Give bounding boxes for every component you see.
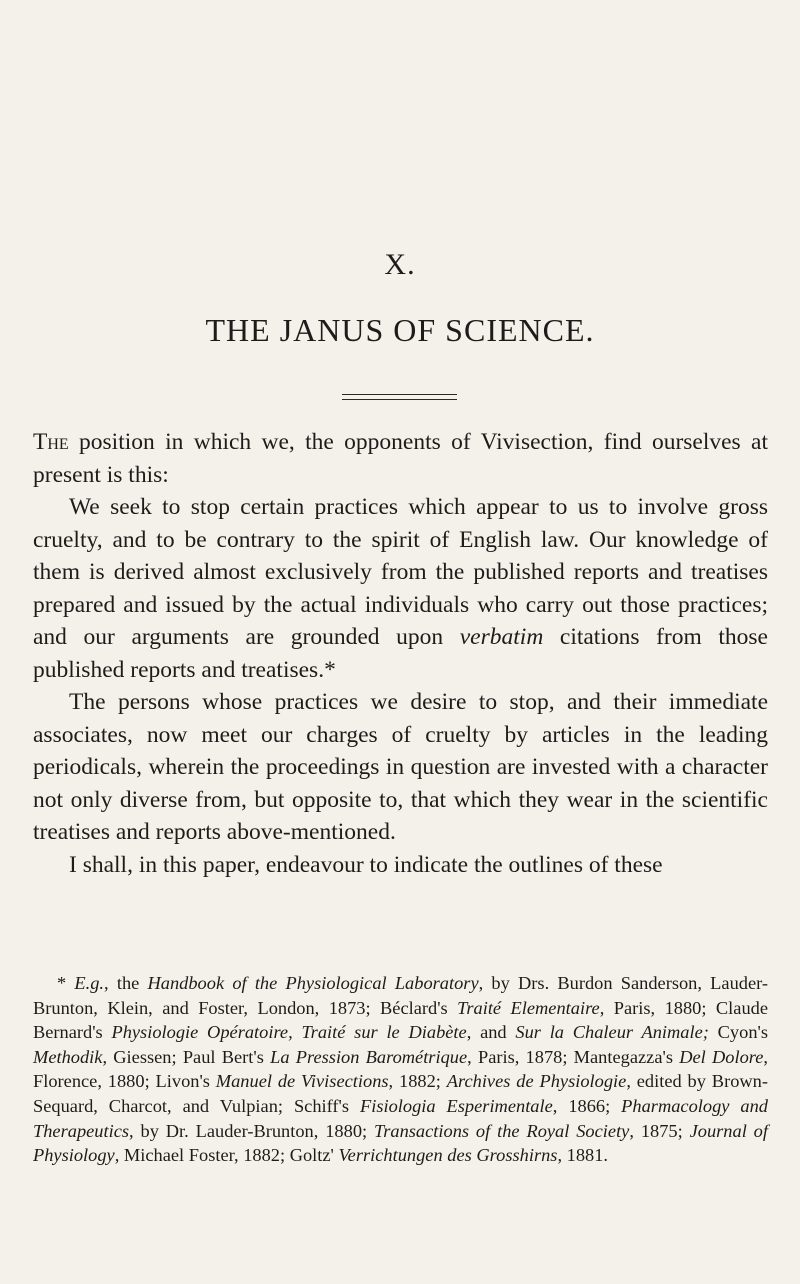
footnote-title: Handbook of the Physiological Laboratory: [147, 973, 479, 993]
footnote-text: , 1866;: [552, 1095, 622, 1116]
footnote-text: , by Drs. Burdon Sanderson, Lauder-Brunton, Klein, and Foster, London, 1873; Béclard's: [33, 973, 768, 1018]
footnote-text: , 1875;: [629, 1120, 690, 1141]
footnote-title: Fisiologia Esperimentale: [359, 1095, 553, 1116]
paragraph-2-text-a: We seek to stop certain practices which appear to us to involve gross cruelty, and to be contrary to the spirit of English law. Our knowledge of them is derived almost exclusively from the published reports and treatises prepared and issued by the actual individuals who carry out those practices; and our arguments are grounded upon: [33, 494, 768, 650]
footnote-title: Pharmacology and Therapeutics: [33, 1095, 768, 1141]
paragraph-2: [33, 491, 768, 686]
footnote-title: Del Dolore: [679, 1046, 764, 1067]
footnote-text: , 1882;: [388, 1071, 447, 1092]
footnote-title: Archives de Physiologie: [446, 1071, 627, 1092]
chapter-title: THE JANUS OF SCIENCE.: [205, 312, 595, 348]
footnote-title: Physiologie Opératoire, Traité sur le Diabète: [111, 1022, 467, 1043]
footnote-title: Manuel de Vivisections: [215, 1071, 389, 1092]
footnote-reference: *: [324, 656, 336, 683]
footnote-title: Verrichtungen des Grosshirns: [338, 1145, 558, 1166]
title-rule-bottom: [342, 399, 457, 400]
footnote-text: , the: [104, 973, 148, 993]
footnote-text: , Giessen; Paul Bert's: [102, 1046, 271, 1067]
footnote-title: E.g.: [74, 973, 105, 993]
footnote-text: , by Dr. Lauder-Brunton, 1880;: [129, 1120, 375, 1141]
title-rule-top: [342, 394, 457, 395]
paragraph-2-italic: verbatim: [459, 624, 544, 650]
footnote-text: Cyon's: [708, 1022, 768, 1043]
footnote-mark: *: [57, 973, 75, 993]
paragraph-3: The persons whose practices we desire to stop, and their immediate associates, now meet our charges of cruelty by articles in the leading periodicals, wherein the proceedings in question are invested with a character not only diverse from, but opposite to, that which they wear in the scientific treatises and reports above-mentioned.: [33, 689, 768, 845]
chapter-number: X.: [384, 248, 416, 281]
footnote-title: Journal of Physiology: [33, 1120, 768, 1166]
paragraph-4: I shall, in this paper, endeavour to indicate the outlines of these: [69, 851, 663, 878]
paragraph-1-text: position in which we, the opponents of Vivisection, find ourselves at present is this:: [33, 429, 768, 488]
footnote-text: , Paris, 1878; Mantegazza's: [467, 1046, 680, 1067]
footnote-text: , edited by Brown-Sequard, Charcot, and Vulpian; Schiff's: [33, 1071, 768, 1116]
paragraph-lead-word: The: [33, 429, 69, 455]
footnote-title: Methodik: [33, 1046, 103, 1067]
footnote-text: , Paris, 1880; Claude Bernard's: [33, 997, 769, 1043]
body-text: [33, 426, 768, 881]
footnote-text: , Florence, 1880; Livon's: [33, 1046, 769, 1092]
footnote-text: , 1881.: [557, 1145, 609, 1166]
footnote-title: La Pression Barométrique: [270, 1046, 468, 1067]
footnote: [33, 971, 768, 1168]
paragraph-1: [33, 426, 768, 491]
footnote-title: Traité Elementaire: [457, 997, 600, 1018]
paragraph-2-text-b: citations from those published reports and treatises.: [33, 624, 768, 683]
footnote-title: Transactions of the Royal Society: [374, 1120, 630, 1141]
footnote-text: , Michael Foster, 1882; Goltz': [114, 1145, 339, 1166]
footnote-title: Sur la Chaleur Animale;: [515, 1022, 709, 1043]
footnote-text: , and: [466, 1022, 516, 1043]
